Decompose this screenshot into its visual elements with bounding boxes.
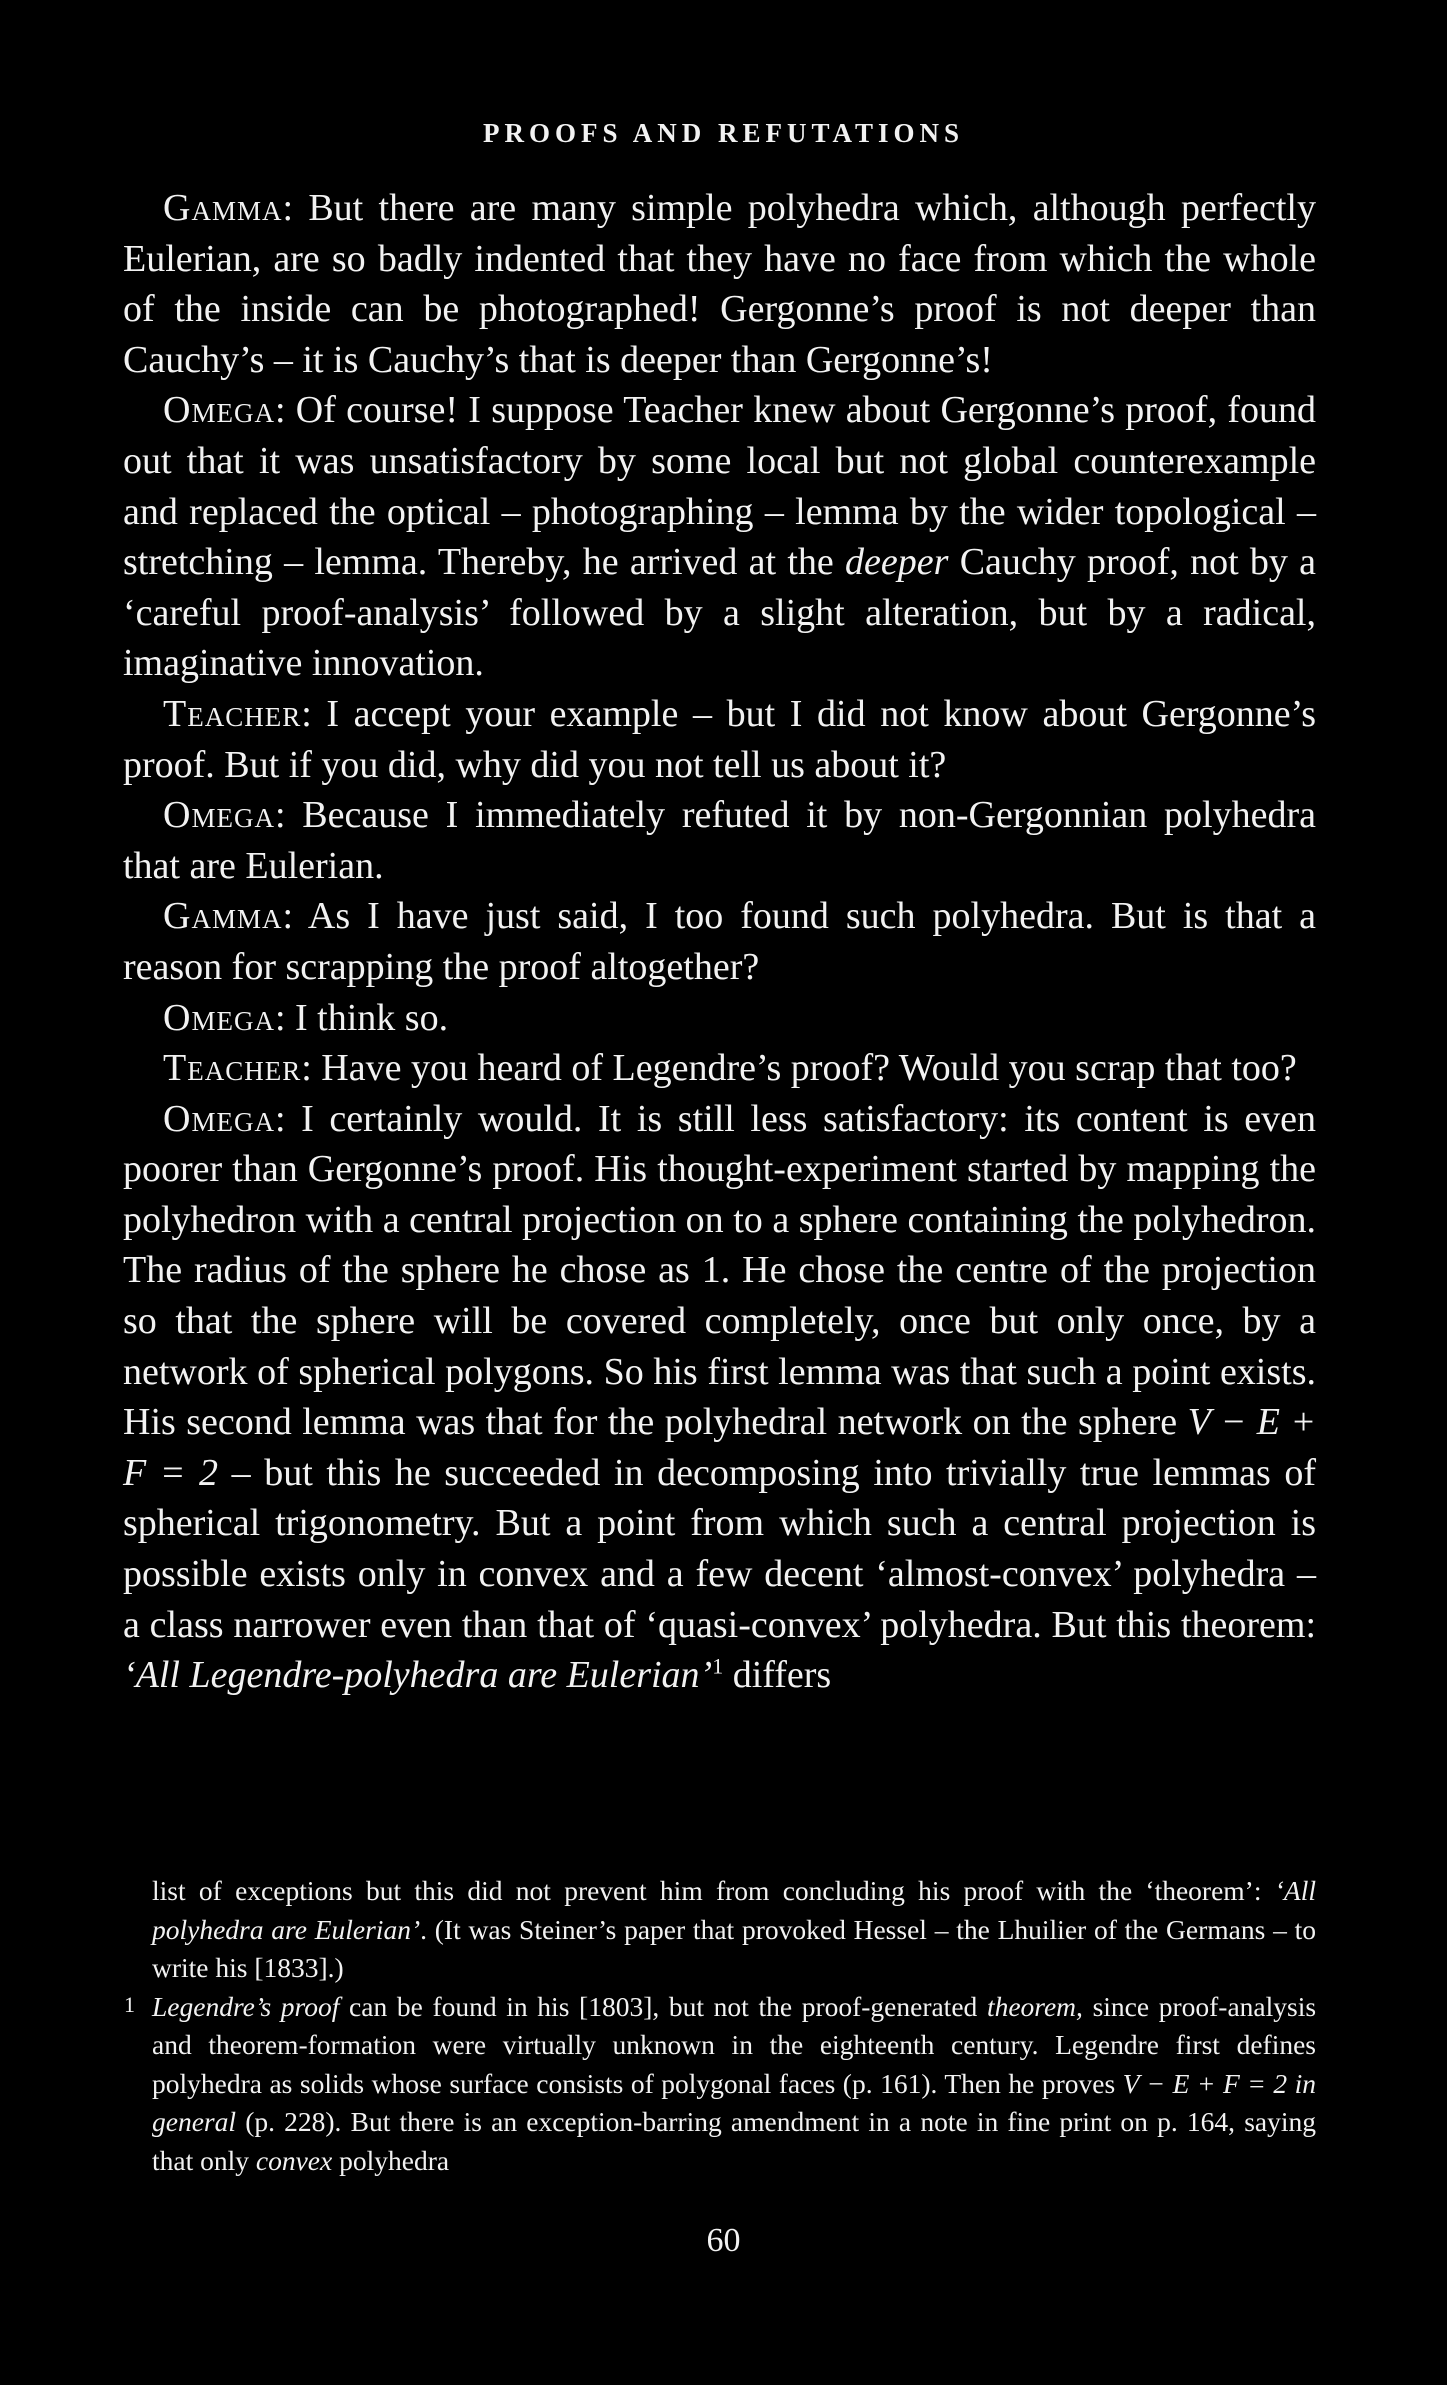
speaker-name: Gamma: [163, 895, 283, 938]
footnote-quote: ‘All polyhedra are Eulerian’: [152, 1875, 1317, 1945]
speaker-name: Omega: [163, 996, 275, 1039]
paragraph-text: Have you heard of Legendre’s proof? Would you scrap that too?: [321, 1047, 1297, 1090]
footnote-1: [124, 1988, 1317, 2181]
footnote-text: (p. 228). But there is an exception-barring amendment in a note in fine print on p. 164, saying that only: [152, 2106, 1316, 2176]
speaker-name: Teacher: [163, 692, 302, 735]
paragraph-text: As I have just said, I too found such polyhedra. But is that a reason for scrapping the proof altogether?: [123, 895, 1316, 988]
paragraph-text: – but this he succeeded in decomposing into trivially true lemmas of spherical trigonometry. But a point from which such a central projection is possible exists only in convex and a few decent ‘almost-convex’ polyhedra – a class narrower even than that of ‘quasi-convex’ polyhedra. But this theorem:: [123, 1451, 1317, 1646]
paragraph: Omega: I certainly would. It is still less satisfactory: its content is even poorer than Gergonne’s proof. His thought-experiment started by mapping the polyhedron with a central projection on to a sphere containing the polyhedron. The radius of the sphere he chose as 1. He chose the centre of the projection so that the sphere will be covered completely, once but only once, by a network of spherical polygons. So his first lemma was that such a point exists. His second lemma was that for the polyhedral network on the sphere V − E + F = 2 – but this he succeeded in decomposing into trivially true lemmas of spherical trigonometry. But a point from which such a central projection is possible exists only in convex and a few decent ‘almost-convex’ polyhedra – a class narrower even than that of ‘quasi-convex’ polyhedra. But this theorem: ‘All Legendre-polyhedra are Eulerian’$^1$ differs: [123, 1097, 1317, 1697]
footnote-mark: 1: [124, 1991, 135, 2017]
footnote-text: polyhedra: [339, 2144, 450, 2176]
running-title: PROOFS AND REFUTATIONS: [482, 118, 965, 148]
paragraph-text: Of course! I suppose Teacher knew about Gergonne’s proof, found out that it was unsatisfactory by some local but not global counterexample and replaced the optical – photographing – lemma by the wider topological – stretching – lemma. Thereby, he arrived at the: [123, 389, 1316, 584]
speaker-name: Gamma: [163, 187, 283, 229]
footnote-formula: V − E + F = 2: [1122, 2067, 1288, 2099]
page-number: 60: [706, 2222, 741, 2259]
paragraph: Teacher: Have you heard of Legendre’s proof? Would you scrap that too?: [163, 1047, 1297, 1090]
theorem-quote: ‘All Legendre-polyhedra are Eulerian’: [123, 1654, 713, 1697]
speaker-name: Teacher: [163, 1047, 302, 1090]
paragraph: Gamma: But there are many simple polyhedra which, although perfectly Eulerian, are so badly indented that they have no face from which the whole of the inside can be photographed! Gergonne’s proof is not deeper than Cauchy’s – it is Cauchy’s that is deeper than Gergonne’s!: [123, 187, 1316, 381]
paragraph: Omega: Of course! I suppose Teacher knew about Gergonne’s proof, found out that it was unsatisfactory by some local but not global counterexample and replaced the optical – photographing – lemma by the wider topological – stretching – lemma. Thereby, he arrived at the deeper Cauchy proof, not by a ‘careful proof-analysis’ followed by a slight alteration, but by a radical, imaginative innovation.: [123, 389, 1317, 685]
paragraph: Teacher: I accept your example – but I did not know about Gergonne’s proof. But if you did, why did you not tell us about it?: [123, 692, 1316, 786]
footnote-italic: Legendre’s proof: [152, 1990, 340, 2022]
paragraph-text: But there are many simple polyhedra which, although perfectly Eulerian, are so badly indented that they have no face from which the whole of the inside can be photographed! Gergonne’s proof is not deeper than Cauchy’s – it is Cauchy’s that is deeper than Gergonne’s!: [123, 187, 1316, 381]
paragraph-text: Because I immediately refuted it by non-Gergonnian polyhedra that are Eulerian.: [123, 794, 1316, 887]
footnote-text: can be found in his [1803], but not the proof-generated: [349, 1990, 978, 2022]
main-text: [123, 183, 1316, 1701]
speaker-name: Omega: [163, 1097, 275, 1140]
paragraph-text: I accept your example – but I did not know about Gergonne’s proof. But if you did, why did you not tell us about it?: [123, 692, 1316, 786]
euler-formula: V − E + F = 2: [123, 1401, 1317, 1494]
speaker-name: Omega: [163, 389, 275, 432]
paragraph-text: Cauchy proof, not by a ‘careful proof-analysis’ followed by a slight alteration, but by a radical, imaginative innovation.: [123, 541, 1317, 685]
paragraph: Gamma: As I have just said, I too found such polyhedra. But is that a reason for scrapping the proof altogether?: [123, 895, 1316, 988]
footnotes: [124, 1872, 1317, 2180]
footnote-text: list of exceptions but this did not prevent him from concluding his proof with the ‘theorem’:: [152, 1875, 1262, 1906]
emphasis: deeper: [845, 541, 949, 584]
footnote-italic: theorem,: [986, 1990, 1083, 2022]
paragraph-text: I think so.: [295, 996, 449, 1039]
footnote-reference: 1: [712, 1653, 724, 1679]
footnote-italic: in general: [152, 2067, 1317, 2137]
paragraph-text: differs: [732, 1654, 832, 1697]
footnote-continuation: [152, 1872, 1316, 1988]
paragraph-text: I certainly would. It is still less satisfactory: its content is even poorer than Gergonne’s proof. His thought-experiment started by mapping the polyhedron with a central projection on to a sphere containing the polyhedron. The radius of the sphere he chose as 1. He chose the centre of the projection so that the sphere will be covered completely, once but only once, by a network of spherical polygons. So his first lemma was that such a point exists. His second lemma was that for the polyhedral network on the sphere: [123, 1097, 1316, 1444]
paragraph: Omega: Because I immediately refuted it by non-Gergonnian polyhedra that are Eulerian.: [123, 794, 1316, 887]
footnote-text: . (It was Steiner’s paper that provoked Hessel – the Lhuilier of the Germans – to write his [1833].): [152, 1913, 1316, 1983]
paragraph: Omega: I think so.: [163, 996, 449, 1039]
footnote-italic: convex: [255, 2144, 333, 2176]
speaker-name: Omega: [163, 794, 275, 837]
footnote-text: since proof-analysis and theorem-formation were virtually unknown in the eighteenth century. Legendre first defines polyhedra as solids whose surface consists of polygonal faces (p. 161). Then he proves: [152, 1990, 1317, 2099]
